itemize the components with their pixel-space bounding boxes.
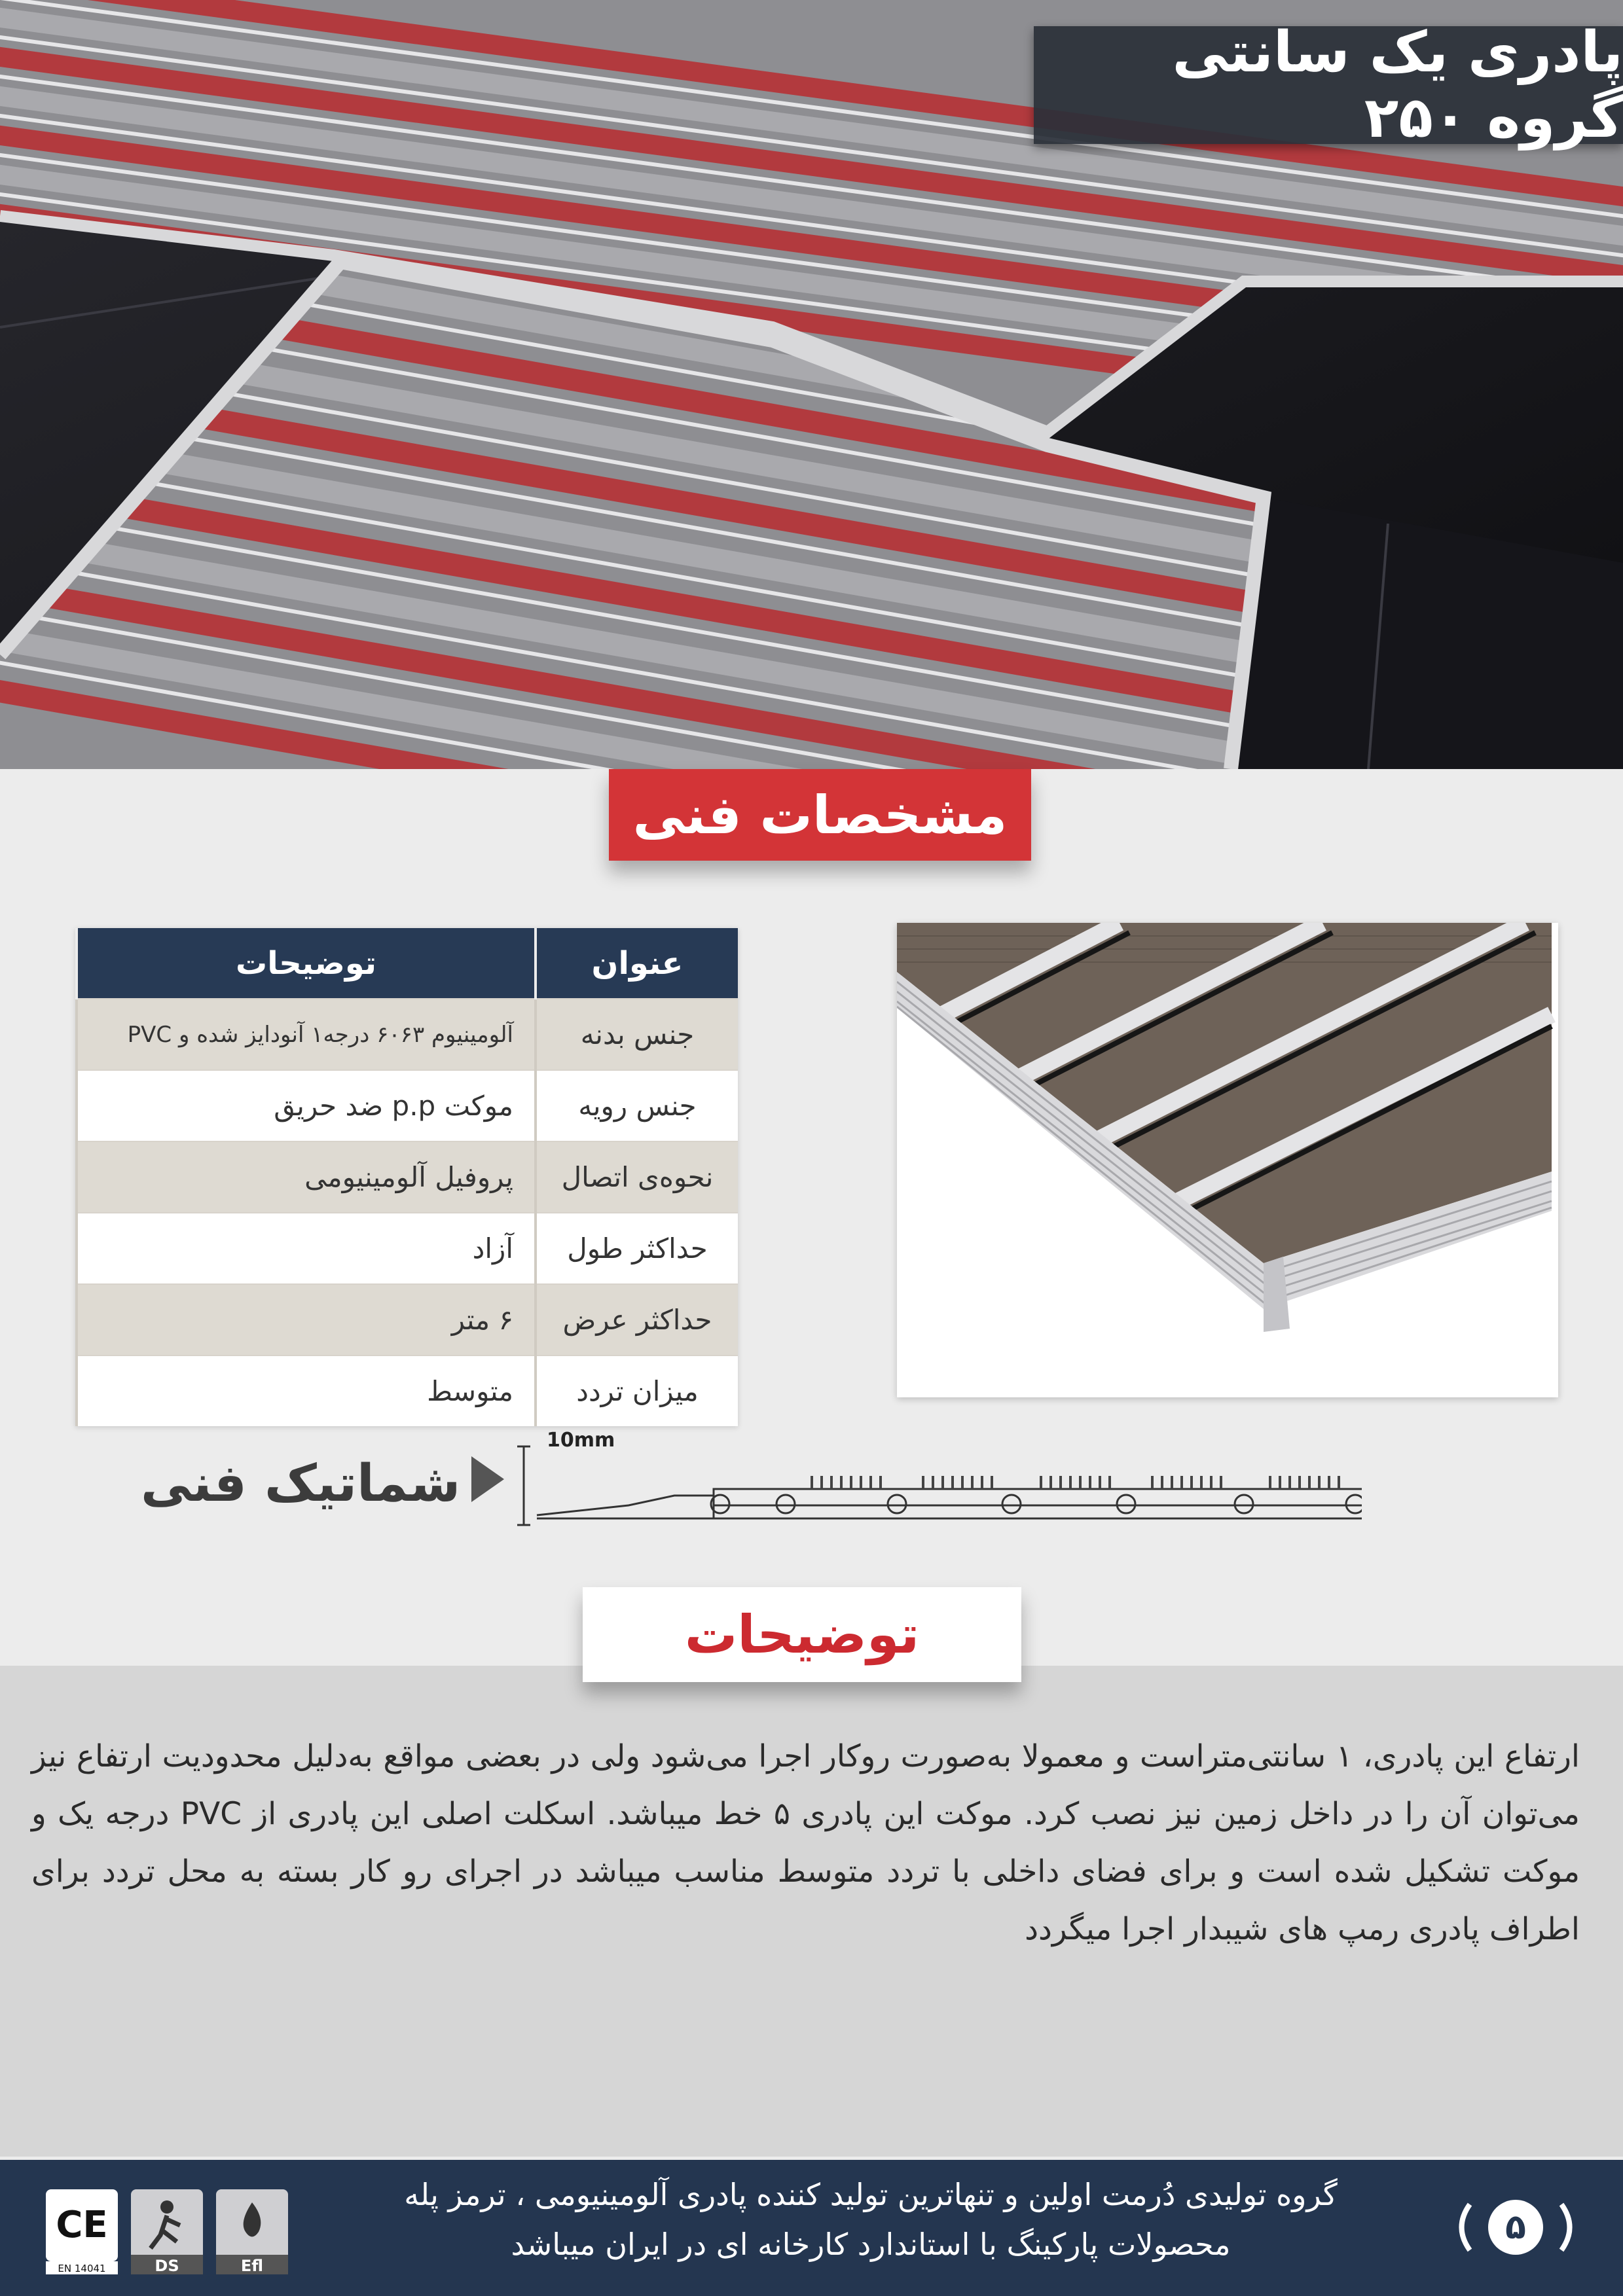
specs-heading-box xyxy=(609,769,1031,861)
description-heading-box xyxy=(583,1587,1021,1682)
fire-rating-icon xyxy=(216,2189,288,2275)
row-value: پروفیل آلومینیومی xyxy=(77,1141,536,1213)
row-value: آلومینیوم ۶۰۶۳ درجه۱ آنودایز شده و PVC xyxy=(77,999,536,1070)
table-row xyxy=(77,1355,738,1426)
row-value: متوسط xyxy=(77,1355,536,1426)
ce-mark-icon xyxy=(46,2189,118,2274)
row-value: ۶ متر xyxy=(77,1284,536,1355)
table-row xyxy=(77,1284,738,1355)
mat-corner-illustration xyxy=(897,923,1558,1397)
col-desc-header: توضیحات xyxy=(77,928,536,999)
table-row xyxy=(77,1070,738,1141)
description-text: ارتفاع این پادری، ۱ سانتی‌متراست و معمولا به‌صورت روکار اجرا می‌شود ولی در بعضی مواقع به‌دلیل محدودیت ارتفاع نیز می‌توان آن را در داخل زمین نیز نصب کرد. موکت این پادری ۵ خط میباشد. اسکلت اصلی این پادری از PVC درجه یک و موکت تشکیل شده است و برای فضای داخلی با تردد متوسط مناسب میباشد در اجرای رو کار بسته به محل تردد برای اطراف پادری رمپ های شیبدار اجرا میگردد xyxy=(31,1738,1580,1947)
schematic-dimension: 10mm xyxy=(547,1429,615,1452)
schematic-label: شماتیک فنی xyxy=(141,1454,461,1513)
footer-line-1: گروه تولیدی دُرمت اولین و تنهاترین تولید کننده پادری آلومینیومی ، ترمز پله xyxy=(404,2177,1338,2212)
page-number: ۵ xyxy=(1505,2208,1526,2247)
page-title: پادری یک سانتی گروه ۲۵۰ xyxy=(1172,20,1623,151)
table-header-row xyxy=(77,928,738,999)
title-box xyxy=(1034,20,1623,151)
description-heading: توضیحات xyxy=(684,1604,920,1665)
specs-table xyxy=(75,928,738,1426)
row-key: نحوه‌ی اتصال xyxy=(536,1141,738,1213)
slip-resistance-icon xyxy=(131,2189,203,2275)
row-key: میزان تردد xyxy=(536,1355,738,1426)
table-row xyxy=(77,999,738,1070)
row-value: موکت p.p ضد حریق xyxy=(77,1070,536,1141)
footer-line-2: محصولات پارکینگ با استاندارد کارخانه ای در ایران میباشد xyxy=(511,2227,1231,2262)
table-row xyxy=(77,1213,738,1284)
ce-standard-text: EN 14041 xyxy=(58,2263,106,2274)
arrow-right-icon xyxy=(471,1456,504,1502)
table-row xyxy=(77,1141,738,1213)
hero-photo xyxy=(0,0,1623,769)
row-key: جنس رویه xyxy=(536,1070,738,1141)
efl-badge-text: Efl xyxy=(240,2257,264,2275)
certification-badges xyxy=(39,2179,301,2278)
specs-heading: مشخصات فنی xyxy=(632,784,1008,846)
row-key: حداکثر عرض xyxy=(536,1284,738,1355)
footer-text xyxy=(340,2170,1401,2269)
page-number-badge xyxy=(1450,2191,1581,2263)
col-title-header: عنوان xyxy=(536,928,738,999)
row-key: جنس بدنه xyxy=(536,999,738,1070)
ds-badge-text: DS xyxy=(155,2257,179,2275)
ce-mark-text: CE xyxy=(56,2204,108,2246)
row-key: حداکثر طول xyxy=(536,1213,738,1284)
row-value: آزاد xyxy=(77,1213,536,1284)
product-image xyxy=(897,923,1558,1397)
